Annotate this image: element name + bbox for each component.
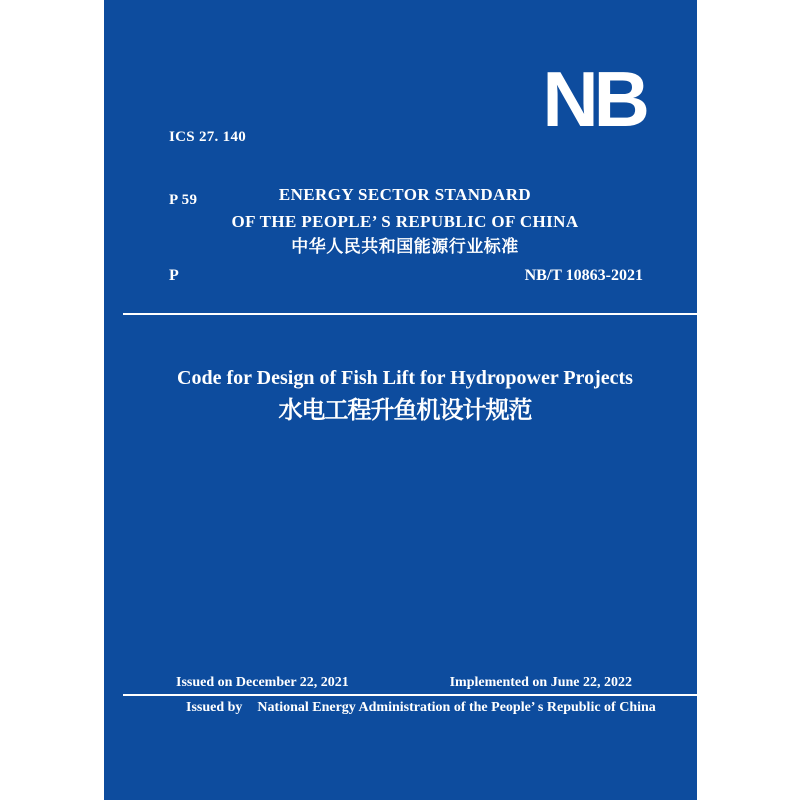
issued-date: Issued on December 22, 2021 [176, 675, 349, 690]
dates-row [176, 675, 632, 691]
standard-name-zh: 中华人民共和国能源行业标准 [291, 237, 519, 257]
issued-by-label: Issued by [186, 700, 243, 715]
document-title-zh: 水电工程升鱼机设计规范 [278, 396, 532, 424]
standard-number: NB/T 10863-2021 [524, 267, 643, 284]
implemented-date: Implemented on June 22, 2022 [449, 675, 632, 690]
standard-name-block [123, 181, 687, 260]
standard-name-en-line2: OF THE PEOPLE’ S REPUBLIC OF CHINA [231, 212, 579, 231]
nb-logo: NB [542, 55, 645, 143]
issuer-row [186, 700, 687, 716]
cover-content [123, 0, 687, 800]
standard-name-en-line1: ENERGY SECTOR STANDARD [278, 185, 532, 204]
ics-code: ICS 27. 140 [169, 129, 247, 145]
bottom-divider-line [123, 694, 697, 696]
classification-code: P 59 [169, 192, 198, 208]
document-title-en: Code for Design of Fish Lift for Hydropower Projects [177, 367, 633, 389]
standard-cover [104, 0, 697, 800]
standard-number-row [169, 266, 643, 286]
top-divider-line [123, 313, 697, 315]
category-letter: P [169, 267, 179, 284]
issued-by-value: National Energy Administration of the People’ s Republic of China [257, 700, 656, 715]
